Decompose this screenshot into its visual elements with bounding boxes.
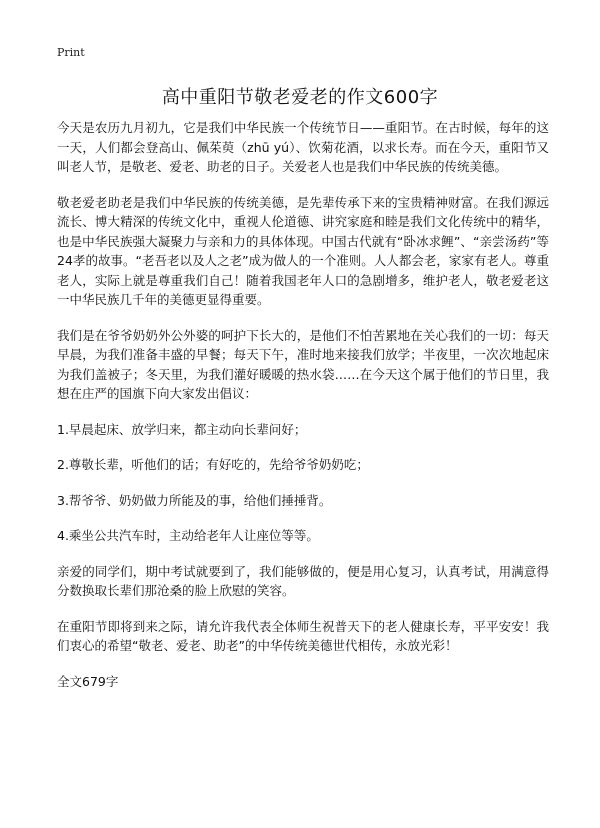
proposal-item-2: 2.尊敬长辈，听他们的话；有好吃的，先给爷爷奶奶吃；: [57, 457, 369, 472]
article-body: [57, 118, 549, 691]
paragraph-grandparents: 我们是在爷爷奶奶外公外婆的呵护下长大的，是他们不怕苦累地在关心我们的一切：每天早晨，为我们准备丰盛的早餐；每天下午，准时地来接我们放学；半夜里，一次次地起床为我们盖被子；冬天里，为我们灌好暖暖的热水袋……在今天这个属于他们的节日里，我想在庄严的国旗下向大家发出倡议：: [57, 327, 549, 401]
proposal-item-4: 4.乘坐公共汽车时，主动给老年人让座位等等。: [57, 528, 319, 543]
print-link[interactable]: Print: [57, 46, 85, 59]
paragraph-blessing: 在重阳节即将到来之际，请允许我代表全体师生祝普天下的老人健康长寿，平平安安！我们衷心的希望“敬老、爱老、助老”的中华传统美德世代相传，永放光彩！: [57, 618, 549, 653]
article-title: 高中重阳节敬老爱老的作文600字: [161, 87, 439, 108]
paragraph-tradition: 敬老爱老助老是我们中华民族的传统美德，是先辈传承下来的宝贵精神财富。在我们源远流长、博大精深的传统文化中，重视人伦道德、讲究家庭和睦是我们文化传统中的精华，也是中华民族强大凝聚力与亲和力的具体体现。中国古代就有“卧冰求鲤”、“亲尝汤药”等24孝的故事。“老吾老以及人之老”成为做人的一个准则。人人都会老，家家有老人。尊重老人，实际上就是尊重我们自己！随着我国老年人口的急剧增多，维护老人，敬老爱老这一中华民族几千年的美德更显得重要。: [57, 194, 549, 307]
paragraph-intro: 今天是农历九月初九，它是我们中华民族一个传统节日——重阳节。在古时候，每年的这一天，人们都会登高山、佩茱萸（zhū yú）、饮菊花酒，以求长寿。而在今天，重阳节又叫老人节，是敬老、爱老、助老的日子。关爱老人也是我们中华民族的传统美德。: [57, 120, 549, 174]
word-count: 全文679字: [57, 673, 119, 689]
paragraph-exam: 亲爱的同学们，期中考试就要到了，我们能够做的，便是用心复习，认真考试，用满意得分数换取长辈们那沧桑的脸上欣慰的笑容。: [57, 563, 549, 598]
proposal-item-3: 3.帮爷爷、奶奶做力所能及的事，给他们捶捶背。: [57, 492, 332, 508]
proposal-item-1: 1.早晨起床、放学归来，都主动向长辈问好；: [57, 421, 307, 437]
